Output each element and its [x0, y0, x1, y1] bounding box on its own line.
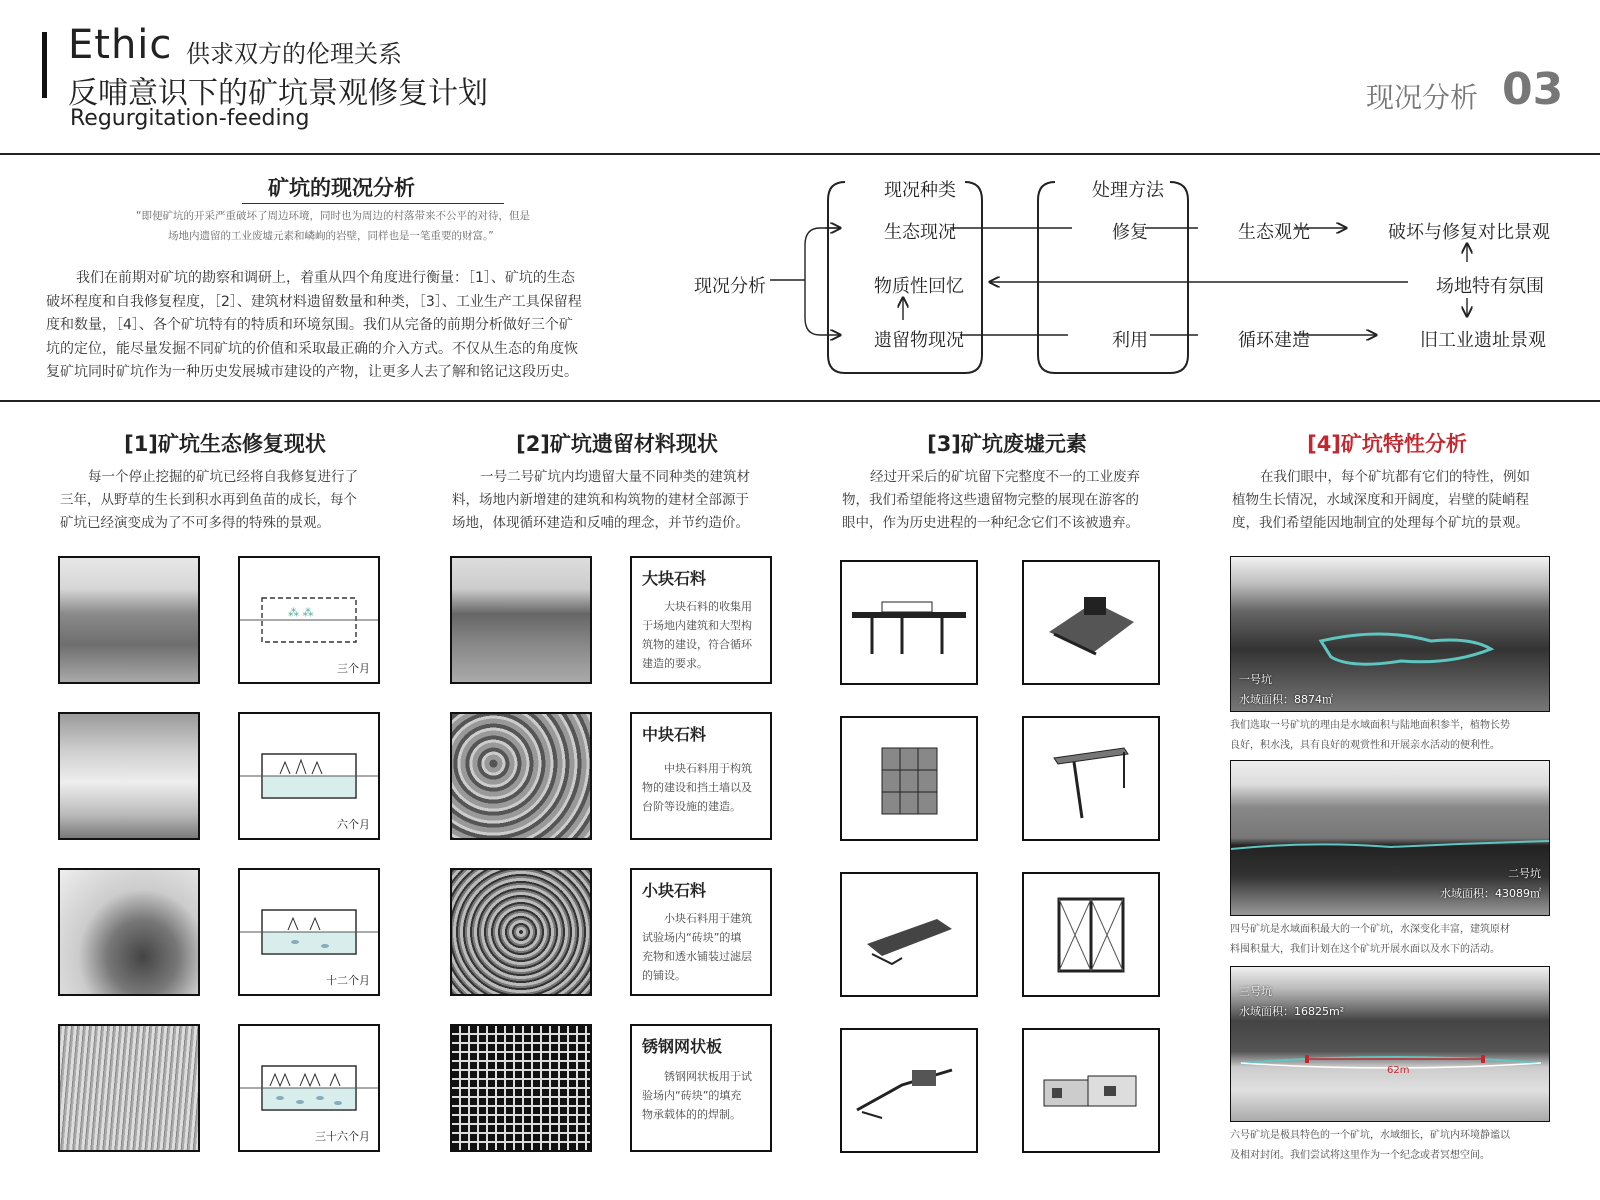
sec2-line: 一号二号矿坑内均遗留大量不同种类的建筑材: [480, 469, 750, 485]
eco-diagram-6months: [238, 712, 380, 840]
material-card-medium-stone: [630, 712, 772, 840]
flow-type-header: 现况种类: [884, 180, 956, 201]
material-photo-steel-mesh: [450, 1024, 592, 1152]
flow-old-industry: 旧工业遗址景观: [1420, 330, 1546, 351]
card-line: 台阶等设施的建造。: [642, 800, 741, 813]
material-photo-large-stone: [450, 556, 592, 684]
flow-site-atmosphere: 场地特有氛围: [1436, 276, 1544, 297]
pit-caption-1b: 良好，积水浅，具有良好的观赏性和开展亲水活动的便利性。: [1230, 740, 1500, 751]
intro-line: 坑的定位，能尽量发掘不同矿坑的价值和采取最正确的介入方式。不仅从生态的角度恢: [46, 340, 578, 357]
material-card-text: [642, 597, 760, 673]
header-ethic: Ethic: [68, 22, 173, 68]
pit-name: 一号坑: [1239, 673, 1272, 686]
material-card-small-stone: [630, 868, 772, 996]
intro-line: 度和数量，［4］、各个矿坑特有的特质和环境氛围。我们从完备的前期分析做好三个矿: [46, 317, 573, 333]
ruin-trestle: [840, 560, 978, 685]
machine-icon: [1024, 562, 1158, 683]
material-card-large-stone: [630, 556, 772, 684]
svg-text:⁂ ⁂: ⁂ ⁂: [288, 606, 314, 619]
card-line: 物的建设和挡土墙以及: [642, 781, 752, 794]
material-card-title: 锈钢网状板: [642, 1037, 723, 1056]
pit-area: 水域面积：16825m²: [1239, 1005, 1345, 1018]
stage-label: 三十六个月: [315, 1130, 370, 1143]
material-photo-small-stone: [450, 868, 592, 996]
card-line: 的铺设。: [642, 969, 686, 982]
card-line: 大块石料的收集用: [664, 600, 752, 613]
material-card-title: 大块石料: [642, 569, 707, 588]
card-line: 筑物的建设，符合循环: [642, 638, 752, 651]
eco-photo-3months: [58, 556, 200, 684]
ruin-frame: [1022, 872, 1160, 997]
sec2-text: [452, 466, 782, 535]
card-line: 建造的要求。: [642, 657, 708, 670]
ruin-window: [840, 716, 978, 841]
eco-photo-36months: [58, 1024, 200, 1152]
sec2-line: 料，场地内新增建的建筑和构筑物的建材全部源于: [452, 492, 749, 508]
intro-quote-2: 场地内遗留的工业废墟元素和嶙峋的岩壁，同样也是一笔重要的财富。”: [168, 230, 494, 242]
pit-caption-1a: 我们选取一号矿坑的理由是水域面积与陆地面积参半，植物长势: [1230, 720, 1510, 731]
belt-line-icon: [842, 1030, 976, 1151]
stage-label: 三个月: [337, 662, 370, 675]
intro-paragraph: [46, 267, 650, 385]
pit-photo-3: [1230, 966, 1550, 1122]
intro-line: 破坏程度和自我修复程度，［2］、建筑材料遗留数量和种类，［3］、工业生产工具保留程: [46, 293, 582, 310]
card-line: 中块石料用于构筑: [664, 762, 752, 775]
trestle-icon: [842, 562, 976, 683]
sec1-text: [60, 466, 390, 535]
pit-name: 二号坑: [1508, 867, 1541, 880]
flow-method-header: 处理方法: [1092, 180, 1164, 201]
material-card-title: 小块石料: [642, 881, 707, 900]
shed-icon: [1024, 1030, 1158, 1151]
pit-photo-2: [1230, 760, 1550, 916]
sec1-line: 三年，从野草的生长到积水再到鱼苗的成长，每个: [60, 492, 357, 508]
material-card-text: [642, 759, 760, 816]
page-number: 03: [1502, 64, 1564, 115]
top-divider: [0, 153, 1600, 155]
sec3-text: [842, 466, 1172, 535]
sec1-line: 每一个停止挖掘的矿坑已经将自我修复进行了: [88, 469, 358, 485]
header-title: 反哺意识下的矿坑景观修复计划: [68, 76, 488, 111]
water-outline: [1231, 557, 1550, 712]
ruin-crane: [1022, 716, 1160, 841]
flow-eco-status: 生态现况: [884, 222, 956, 243]
ruin-conveyor: [840, 872, 978, 997]
card-line: 物承载体的的焊制。: [642, 1108, 741, 1121]
sec1-line: 矿坑已经演变成为了不可多得的特殊的景观。: [60, 515, 330, 531]
sec4-title: [4]矿坑特性分析: [1307, 432, 1467, 456]
eco-diagram-3months: [238, 556, 380, 684]
eco-diagram-12months: [238, 868, 380, 996]
page-label: 现况分析: [1366, 81, 1479, 114]
pit-caption-2a: 四号矿坑是水域面积最大的一个矿坑，水深变化丰富，建筑原材: [1230, 924, 1510, 935]
flow-eco-tour: 生态观光: [1238, 222, 1310, 243]
pit-width-label: 62m: [1387, 1065, 1410, 1076]
sec3-title: [3]矿坑废墟元素: [927, 432, 1087, 456]
pit-caption-3a: 六号矿坑是极具特色的一个矿坑，水域细长，矿坑内环境静谧以: [1230, 1130, 1510, 1141]
sec2-line: 场地，体现循环建造和反哺的理念，并节约造价。: [452, 515, 749, 531]
sec3-line: 物，我们希望能将这些遗留物完整的展现在游客的: [842, 492, 1139, 508]
intro-title: 矿坑的现况分析: [268, 176, 415, 200]
ruin-shed: [1022, 1028, 1160, 1153]
crane-icon: [1024, 718, 1158, 839]
flow-repair: 修复: [1112, 222, 1148, 243]
flow-remains-status: 遗留物现况: [874, 330, 964, 351]
sec2-title: [2]矿坑遗留材料现状: [516, 432, 718, 456]
sec3-line: 经过开采后的矿坑留下完整度不一的工业废弃: [870, 469, 1140, 485]
intro-line: 复矿坑同时矿坑作为一种历史发展城市建设的产物，让更多人去了解和铭记这段历史。: [46, 364, 578, 380]
flow-utilize: 利用: [1112, 330, 1148, 351]
intro-line: 我们在前期对矿坑的勘察和调研上，着重从四个角度进行衡量：［1］、矿坑的生态: [76, 270, 575, 286]
header-subtitle: 供求双方的伦理关系: [186, 40, 402, 68]
sec4-line: 植物生长情况，水域深度和开阔度，岩壁的陡峭程: [1232, 492, 1529, 508]
water-outline: [1231, 967, 1550, 1122]
material-card-text: [642, 1067, 760, 1124]
material-card-title: 中块石料: [642, 725, 707, 744]
material-card-steel-mesh: [630, 1024, 772, 1152]
header-bar: [42, 32, 47, 98]
sec1-title: [1]矿坑生态修复现状: [124, 432, 326, 456]
stage-label: 十二个月: [326, 974, 370, 987]
material-card-text: [642, 909, 760, 985]
stage-label: 六个月: [337, 818, 370, 831]
intro-quote-1: “即便矿坑的开采严重破坏了周边环境，同时也为周边的村落带来不公平的对待，但是: [136, 210, 530, 222]
sec4-line: 度，我们希望能因地制宜的处理每个矿坑的景观。: [1232, 515, 1529, 531]
frame-icon: [1024, 874, 1158, 995]
eco-photo-12months: [58, 868, 200, 996]
intro-title-underline: [242, 203, 504, 204]
ruin-machine: [1022, 560, 1160, 685]
pit-caption-2b: 料囤积量大，我们计划在这个矿坑开展水面以及水下的活动。: [1230, 944, 1500, 955]
card-line: 小块石料用于建筑: [664, 912, 752, 925]
conveyor-icon: [842, 874, 976, 995]
card-line: 锈钢网状板用于试: [664, 1070, 752, 1083]
flow-cycle-build: 循环建造: [1238, 330, 1310, 351]
pit-area: 水域面积：8874㎡: [1239, 693, 1333, 706]
sec4-text: [1232, 466, 1562, 535]
card-line: 试验场内“砖块”的填: [642, 931, 742, 944]
material-photo-medium-stone: [450, 712, 592, 840]
flow-contrast-view: 破坏与修复对比景观: [1388, 222, 1550, 243]
header-title-en: Regurgitation-feeding: [70, 106, 310, 131]
flow-root: 现况分析: [694, 276, 766, 297]
pit-name: 三号坑: [1239, 985, 1272, 998]
pit-photo-1: [1230, 556, 1550, 712]
ruin-belt-line: [840, 1028, 978, 1153]
card-line: 验场内“砖块”的填充: [642, 1089, 742, 1102]
eco-photo-6months: [58, 712, 200, 840]
pit-caption-3b: 及相对封闭。我们尝试将这里作为一个纪念或者冥想空间。: [1230, 1150, 1490, 1161]
eco-diagram-36months: [238, 1024, 380, 1152]
card-line: 于场地内建筑和大型构: [642, 619, 752, 632]
window-icon: [842, 718, 976, 839]
card-line: 充物和透水铺装过滤层: [642, 950, 752, 963]
sec3-line: 眼中，作为历史进程的一种纪念它们不该被遗弃。: [842, 515, 1139, 531]
sec4-line: 在我们眼中，每个矿坑都有它们的特性，例如: [1260, 469, 1530, 485]
pit-area: 水域面积：43089㎡: [1440, 887, 1541, 900]
mid-divider: [0, 400, 1600, 402]
flow-material-memory: 物质性回忆: [874, 276, 964, 297]
